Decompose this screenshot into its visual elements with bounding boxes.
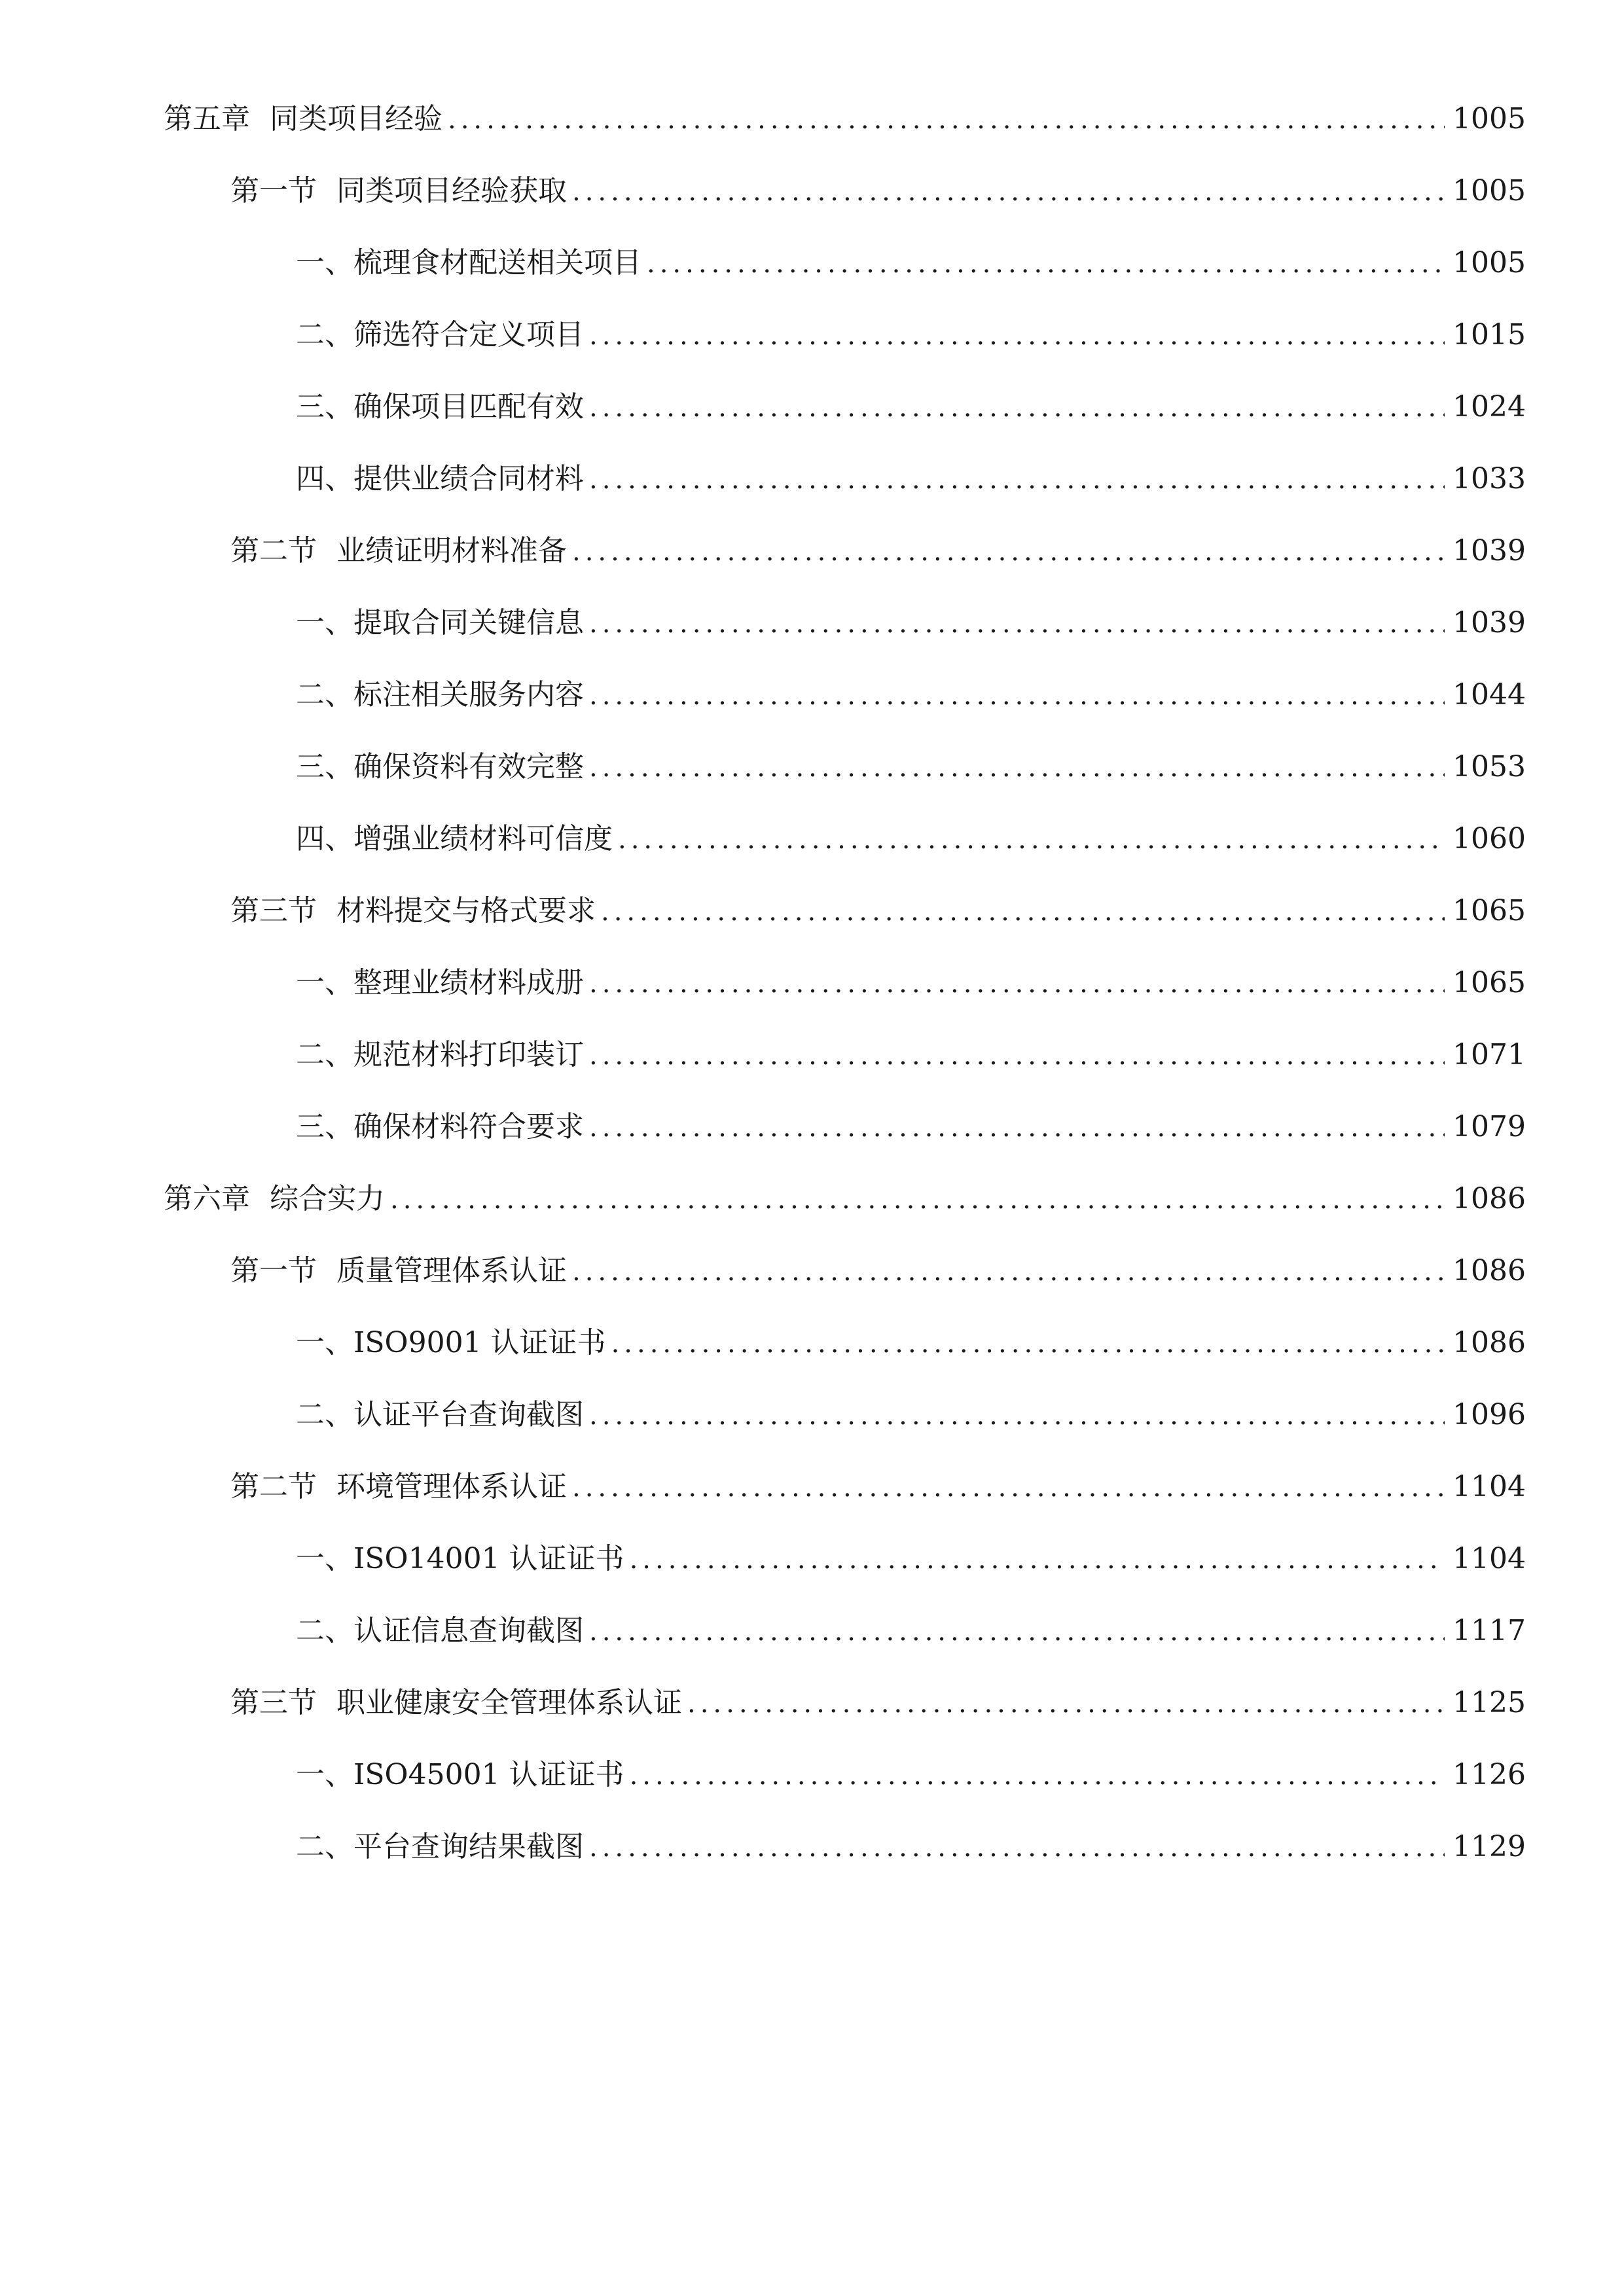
toc-entry-number: 一、 <box>296 966 353 999</box>
toc-dot-leader <box>572 171 1445 213</box>
toc-entry-title: 认证信息查询截图 <box>353 1614 584 1647</box>
toc-entry-title: 认证平台查询截图 <box>353 1398 584 1431</box>
toc-entry[interactable] <box>296 1394 1526 1436</box>
toc-entry-number: 一、 <box>296 1758 353 1791</box>
toc-dot-leader <box>589 747 1445 789</box>
toc-entry-title: ISO9001 认证证书 <box>353 1326 606 1359</box>
toc-entry-page: 1086 <box>1453 1326 1526 1359</box>
toc-entry[interactable] <box>230 1250 1526 1292</box>
toc-dot-leader <box>589 387 1445 429</box>
toc-entry[interactable] <box>296 1106 1526 1148</box>
toc-dot-leader <box>589 1395 1445 1437</box>
toc-dot-leader <box>589 1611 1445 1653</box>
toc-entry-title: 质量管理体系认证 <box>336 1254 567 1287</box>
toc-entry-page: 1071 <box>1453 1038 1526 1071</box>
toc-entry-title: 职业健康安全管理体系认证 <box>336 1686 682 1719</box>
toc-entry[interactable] <box>296 458 1526 500</box>
toc-dot-leader <box>589 675 1445 717</box>
toc-entry-page: 1125 <box>1453 1686 1526 1719</box>
toc-entry-page: 1060 <box>1453 822 1526 855</box>
toc-entry-number: 第三节 <box>230 894 317 927</box>
toc-entry[interactable] <box>230 170 1526 212</box>
toc-entry-title: 提取合同关键信息 <box>353 606 584 639</box>
toc-entry-number: 二、 <box>296 1038 353 1071</box>
toc-entry-page: 1044 <box>1453 678 1526 711</box>
toc-dot-leader <box>630 1755 1445 1797</box>
toc-entry-title: ISO14001 认证证书 <box>353 1542 624 1575</box>
toc-entry-page: 1039 <box>1453 606 1526 639</box>
toc-entry-page: 1104 <box>1453 1542 1526 1575</box>
toc-dot-leader <box>589 963 1445 1005</box>
toc-entry[interactable] <box>296 674 1526 716</box>
toc-dot-leader <box>611 1323 1445 1365</box>
toc-entry-number: 四、 <box>296 462 353 495</box>
toc-entry-title: 平台查询结果截图 <box>353 1830 584 1863</box>
toc-entry-number: 一、 <box>296 246 353 279</box>
toc-dot-leader <box>572 531 1445 573</box>
toc-entry-page: 1005 <box>1453 102 1526 135</box>
toc-dot-leader <box>589 1035 1445 1077</box>
toc-entry-page: 1033 <box>1453 462 1526 495</box>
toc-entry-title: 增强业绩材料可信度 <box>353 822 613 855</box>
toc-entry-title: 提供业绩合同材料 <box>353 462 584 495</box>
toc-entry[interactable] <box>296 242 1526 284</box>
toc-entry[interactable] <box>296 314 1526 356</box>
toc-entry[interactable] <box>230 1682 1526 1724</box>
toc-entry-page: 1053 <box>1453 750 1526 783</box>
toc-entry-number: 第六章 <box>164 1182 250 1215</box>
toc-entry-page: 1126 <box>1453 1758 1526 1791</box>
toc-entry-page: 1005 <box>1453 174 1526 207</box>
toc-entry-number: 二、 <box>296 1614 353 1647</box>
toc-entry-title: 业绩证明材料准备 <box>336 534 567 567</box>
toc-dot-leader <box>601 891 1445 933</box>
toc-entry-page: 1079 <box>1453 1110 1526 1143</box>
toc-dot-leader <box>572 1251 1445 1293</box>
toc-dot-leader <box>647 243 1445 285</box>
toc-entry[interactable] <box>296 1610 1526 1652</box>
toc-entry-title: 同类项目经验获取 <box>336 174 567 207</box>
toc-entry[interactable] <box>296 1034 1526 1076</box>
toc-entry-number: 二、 <box>296 318 353 351</box>
toc-entry-number: 二、 <box>296 1830 353 1863</box>
toc-entry[interactable] <box>296 386 1526 428</box>
toc-dot-leader <box>618 819 1445 861</box>
toc-entry-number: 四、 <box>296 822 353 855</box>
toc-entry-title: 梳理食材配送相关项目 <box>353 246 641 279</box>
toc-dot-leader <box>589 315 1445 357</box>
toc-entry-title: ISO45001 认证证书 <box>353 1758 624 1791</box>
toc-entry-page: 1039 <box>1453 534 1526 567</box>
toc-dot-leader <box>630 1539 1445 1581</box>
toc-entry[interactable] <box>296 1754 1526 1796</box>
toc-entry-number: 第二节 <box>230 1470 317 1503</box>
toc-entry-number: 三、 <box>296 1110 353 1143</box>
toc-entry-title: 筛选符合定义项目 <box>353 318 584 351</box>
toc-entry-page: 1096 <box>1453 1398 1526 1431</box>
toc-entry-page: 1024 <box>1453 390 1526 423</box>
toc-entry-number: 一、 <box>296 606 353 639</box>
toc-entry-title: 材料提交与格式要求 <box>336 894 596 927</box>
toc-entry-title: 环境管理体系认证 <box>336 1470 567 1503</box>
toc-entry[interactable] <box>296 818 1526 860</box>
toc-entry-number: 第一节 <box>230 1254 317 1287</box>
toc-entry[interactable] <box>296 1826 1526 1868</box>
toc-entry[interactable] <box>296 1538 1526 1580</box>
toc-entry-page: 1086 <box>1453 1182 1526 1215</box>
toc-entry-title: 标注相关服务内容 <box>353 678 584 711</box>
toc-dot-leader <box>589 1827 1445 1869</box>
toc-entry-number: 一、 <box>296 1542 353 1575</box>
toc-entry-page: 1117 <box>1453 1614 1526 1647</box>
toc-entry-title: 确保材料符合要求 <box>353 1110 584 1143</box>
toc-dot-leader <box>589 603 1445 645</box>
toc-entry[interactable] <box>296 962 1526 1004</box>
toc-dot-leader <box>572 1467 1445 1509</box>
toc-entry-page: 1129 <box>1453 1830 1526 1863</box>
toc-entry-page: 1086 <box>1453 1254 1526 1287</box>
toc-entry-page: 1065 <box>1453 966 1526 999</box>
toc-entry-number: 三、 <box>296 750 353 783</box>
toc-entry[interactable] <box>164 1178 1526 1220</box>
toc-entry[interactable] <box>230 530 1526 572</box>
toc-entry-page: 1005 <box>1453 246 1526 279</box>
toc-entry-page: 1065 <box>1453 894 1526 927</box>
toc-entry[interactable] <box>230 890 1526 932</box>
toc-entry-number: 二、 <box>296 678 353 711</box>
toc-entry[interactable] <box>296 602 1526 644</box>
toc-dot-leader <box>448 99 1445 141</box>
toc-entry-title: 确保资料有效完整 <box>353 750 584 783</box>
toc-entry-title: 规范材料打印装订 <box>353 1038 584 1071</box>
toc-entry-title: 同类项目经验 <box>270 102 442 135</box>
toc-entry-title: 整理业绩材料成册 <box>353 966 584 999</box>
toc-entry[interactable] <box>296 746 1526 788</box>
toc-dot-leader <box>390 1179 1445 1221</box>
toc-entry-page: 1015 <box>1453 318 1526 351</box>
toc-entry-page: 1104 <box>1453 1470 1526 1503</box>
toc-entry-number: 一、 <box>296 1326 353 1359</box>
toc-entry-number: 第二节 <box>230 534 317 567</box>
toc-entry-number: 第三节 <box>230 1686 317 1719</box>
toc-entry[interactable] <box>230 1466 1526 1508</box>
toc-entry-title: 确保项目匹配有效 <box>353 390 584 423</box>
toc-entry[interactable] <box>296 1322 1526 1364</box>
toc-entry-title: 综合实力 <box>270 1182 385 1215</box>
toc-entry-number: 第五章 <box>164 102 250 135</box>
toc-entry-number: 二、 <box>296 1398 353 1431</box>
toc-entry[interactable] <box>164 98 1526 140</box>
toc-dot-leader <box>589 459 1445 501</box>
toc-entry-number: 三、 <box>296 390 353 423</box>
toc-dot-leader <box>687 1683 1445 1725</box>
toc-dot-leader <box>589 1107 1445 1149</box>
toc-entry-number: 第一节 <box>230 174 317 207</box>
